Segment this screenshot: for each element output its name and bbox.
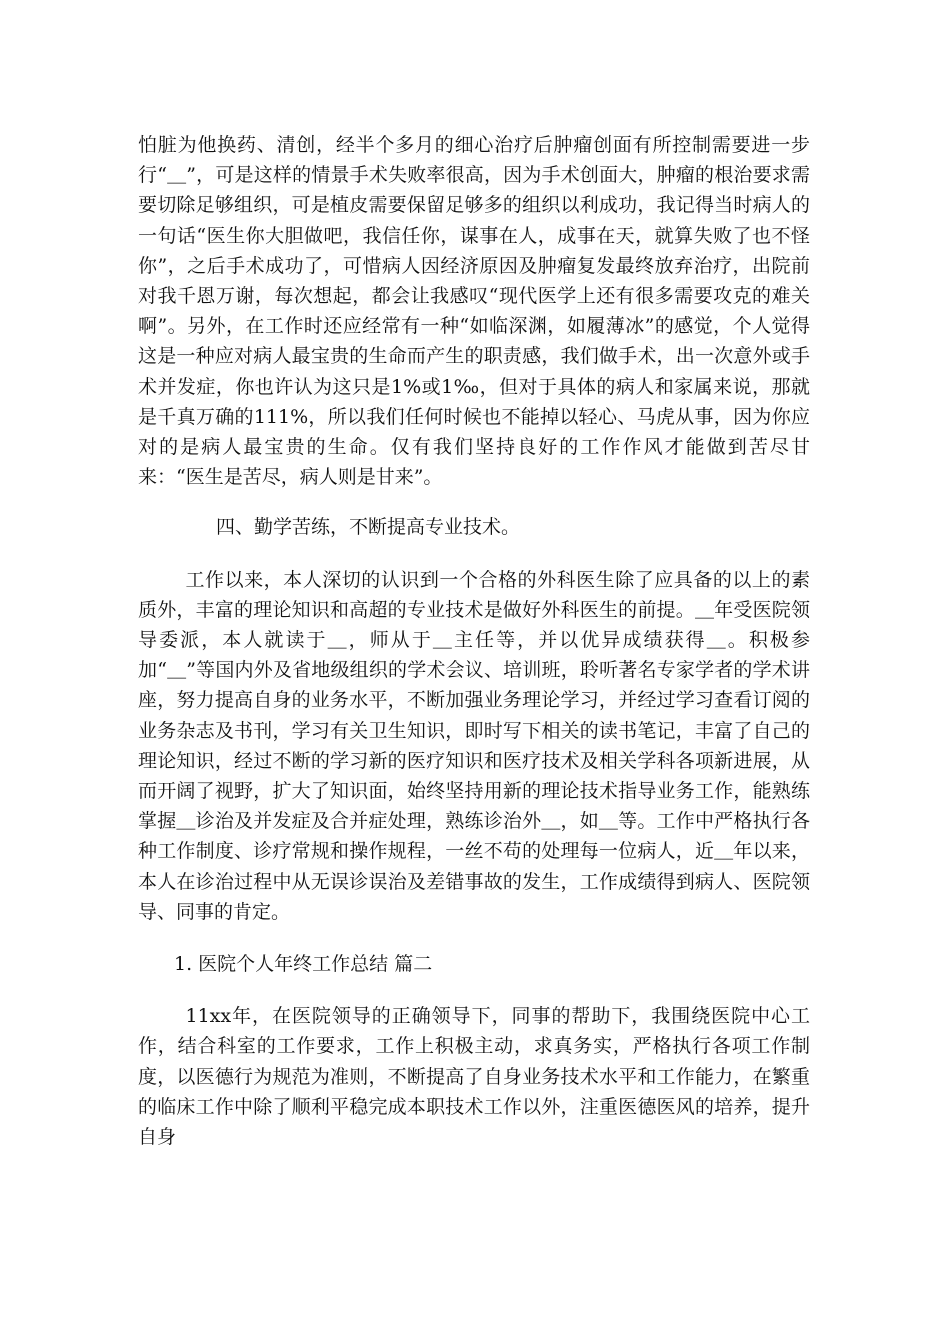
paragraph-spacer <box>138 543 810 565</box>
body-paragraph-1: 怕脏为他换药、清创，经半个多月的细心治疗后肿瘤创面有所控制需要进一步行“＿”，可是这样的情景手术失败率很高，因为手术创面大，肿瘤的根治要求需要切除足够组织，可是植皮需要保留足够多的组织以利成功，我记得当时病人的一句话“医生你大胆做吧，我信任你，谋事在人，成事在天，就算失败了也不怪你”，之后手术成功了，可惜病人因经济原因及肿瘤复发最终放弃治疗，出院前对我千恩万谢，每次想起，都会让我感叹“现代医学上还有很多需要攻克的难关啊”。另外，在工作时还应经常有一种“如临深渊，如履薄冰”的感觉，个人觉得这是一种应对病人最宝贵的生命而产生的职责感，我们做手术，出一次意外或手术并发症，你也许认为这只是1%或1‰，但对于具体的病人和家属来说，那就是千真万确的111%，所以我们任何时候也不能掉以轻心、马虎从事，因为你应对的是病人最宝贵的生命。仅有我们坚持良好的工作作风才能做到苦尽甘来：“医生是苦尽，病人则是甘来”。 <box>138 134 810 489</box>
paragraph-spacer <box>138 979 810 1001</box>
section-heading-4: 四、勤学苦练，不断提高专业技术。 <box>216 516 521 539</box>
body-paragraph-2: 工作以来，本人深切的认识到一个合格的外科医生除了应具备的以上的素质外，丰富的理论知识和高超的专业技术是做好外科医生的前提。＿年受医院领导委派，本人就读于＿，师从于＿主任等，并以优异成绩获得＿。积极参加“＿”等国内外及省地级组织的学术会议、培训班，聆听著名专家学者的学术讲座，努力提高自身的业务水平，不断加强业务理论学习，并经过学习查看订阅的业务杂志及书刊，学习有关卫生知识，即时写下相关的读书笔记，丰富了自己的理论知识，经过不断的学习新的医疗知识和医疗技术及相关学科各项新进展，从而开阔了视野，扩大了知识面，始终坚持用新的理论技术指导业务工作，能熟练掌握＿诊治及并发症及合并症处理，熟练诊治外＿，如＿等。工作中严格执行各种工作制度、诊疗常规和操作规程，一丝不苟的处理每一位病人，近＿年以来，本人在诊治过程中从无误诊误治及差错事故的发生，工作成绩得到病人、医院领导、同事的肯定。 <box>138 568 810 923</box>
body-paragraph-3: 11xx年，在医院领导的正确领导下，同事的帮助下，我围绕医院中心工作，结合科室的工作要求，工作上积极主动，求真务实，严格执行各项工作制度，以医德行为规范为准则，不断提高了自身业务技术水平和工作能力，在繁重的临床工作中除了顺利平稳完成本职技术工作以外，注重医德医风的培养，提升自身 <box>138 1005 810 1149</box>
part-heading-2: 1. 医院个人年终工作总结 篇二 <box>174 953 433 976</box>
paragraph-spacer <box>138 927 810 949</box>
paragraph-spacer <box>138 492 810 512</box>
document-page <box>138 128 810 1152</box>
